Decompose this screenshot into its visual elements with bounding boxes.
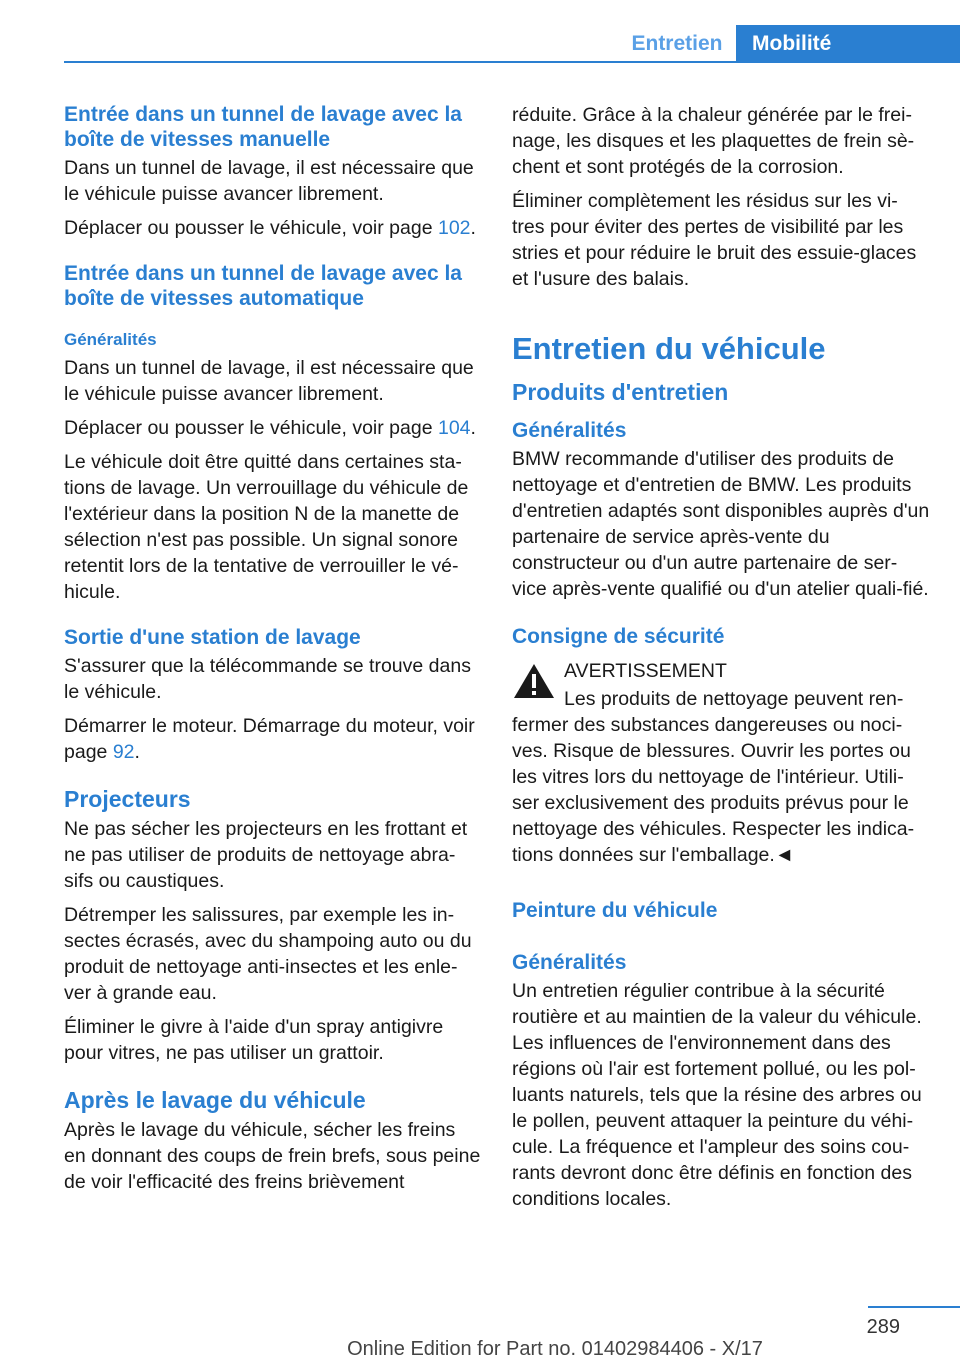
tab-mobilite[interactable]: Mobilité bbox=[736, 25, 960, 62]
paragraph: réduite. Grâce à la chaleur générée par le frei-nage, les disques et les plaquettes de frein sè-chent et sont protégés de la corrosion. bbox=[512, 104, 915, 178]
warning-text: fermer des substances dangereuses ou noci-ves. Risque de blessures. Ouvrir les portes ou les vitres lors du nettoyage de l'intérieur. Utili-ser exclusivement des produits prévus pour le nettoyage des véhicules. Respecter les indica-tions données sur l'emballage.◄ bbox=[512, 714, 915, 866]
right-column bbox=[512, 102, 930, 1220]
paragraph: Après le lavage du véhicule, sécher les freins en donnant des coups de frein brefs, sous peine de voir l'efficacité des freins brièvement bbox=[64, 1119, 481, 1193]
heading-projecteurs: Projecteurs bbox=[64, 786, 191, 812]
page-link-104[interactable]: 104 bbox=[437, 417, 471, 439]
heading-vehicle-paint: Peinture du véhicule bbox=[512, 899, 718, 922]
heading-manual-gearbox-wash: Entrée dans un tunnel de lavage avec la boîte de vitesses manuelle bbox=[64, 103, 462, 151]
paragraph: Un entretien régulier contribue à la sécurité routière et au maintien de la valeur du véhicule. Les influences de l'environnement dans des régions où l'air est fortement pollué, ou les pol-luants naturels, tels que la résine des arbres ou le pollen, peuvent attaquer la peinture du véhi-cule. La fréquence et l'ampleur des soins cou-rants devront donc être définis en fonction des conditions locales. bbox=[512, 980, 922, 1210]
paragraph: Ne pas sécher les projecteurs en les frottant et ne pas utiliser de produits de nettoyage abra-sifs ou caustiques. bbox=[64, 818, 468, 892]
footer-rule bbox=[868, 1306, 960, 1308]
paragraph: Éliminer complètement les résidus sur les vi-tres pour éviter des pertes de visibilité par les stries et pour réduire le bruit des essuie-glaces et l'usure des balais. bbox=[512, 190, 917, 290]
heading-after-wash: Après le lavage du véhicule bbox=[64, 1087, 366, 1113]
paragraph: Dans un tunnel de lavage, il est nécessaire que le véhicule puisse avancer librement. bbox=[64, 157, 474, 205]
page-number: 289 bbox=[866, 1316, 900, 1338]
paragraph: Dans un tunnel de lavage, il est nécessaire que le véhicule puisse avancer librement. bbox=[64, 357, 474, 405]
heading-exit-wash-station: Sortie d'une station de lavage bbox=[64, 626, 361, 649]
heading-automatic-gearbox-wash: Entrée dans un tunnel de lavage avec la boîte de vitesses automatique bbox=[64, 262, 462, 310]
warning-triangle-icon bbox=[512, 662, 556, 700]
paragraph: Détremper les salissures, par exemple les in-sectes écrasés, avec du shampoing auto ou du produit de nettoyage anti-insectes et les enle-ver à grande eau. bbox=[64, 904, 472, 1004]
tab-entretien[interactable]: Entretien bbox=[631, 32, 723, 55]
warning-title: AVERTISSEMENT bbox=[564, 660, 727, 682]
page-link-92[interactable]: 92 bbox=[112, 741, 135, 763]
heading-safety-notice: Consigne de sécurité bbox=[512, 625, 725, 648]
subheading-generalites: Généralités bbox=[64, 330, 157, 349]
subheading-generalites: Généralités bbox=[512, 951, 627, 974]
heading-care-products: Produits d'entretien bbox=[512, 379, 729, 405]
paragraph: BMW recommande d'utiliser des produits de nettoyage et d'entretien de BMW. Les produits d'entretien adaptés sont disponibles auprès d'un partenaire de service après-vente du constructeur ou d'un autre partenaire de ser-vice après-vente qualifié ou d'un atelier quali-fié. bbox=[512, 448, 930, 600]
heading-vehicle-care: Entretien du véhicule bbox=[512, 331, 826, 366]
left-column bbox=[64, 102, 482, 1203]
footer-edition: Online Edition for Part no. 01402984406 - X/17 bbox=[347, 1338, 763, 1360]
paragraph-with-link: Déplacer ou pousser le véhicule, voir page 104. bbox=[64, 417, 476, 439]
paragraph-with-link: Démarrer le moteur. Démarrage du moteur, voir page 92. bbox=[64, 715, 475, 763]
page-link-102[interactable]: 102 bbox=[437, 217, 471, 239]
paragraph: S'assurer que la télécommande se trouve dans le véhicule. bbox=[64, 655, 471, 703]
paragraph: Éliminer le givre à l'aide d'un spray antigivre pour vitres, ne pas utiliser un grattoir. bbox=[64, 1016, 444, 1064]
paragraph-with-link: Déplacer ou pousser le véhicule, voir page 102. bbox=[64, 217, 476, 239]
warning-block bbox=[512, 658, 930, 868]
subheading-generalites: Généralités bbox=[512, 419, 627, 442]
paragraph: Le véhicule doit être quitté dans certaines sta-tions de lavage. Un verrouillage du véhicule de l'extérieur dans la position N de la manette de sélection n'est pas possible. Un signal sonore retentit lors de la tentative de verrouiller le vé-hicule. bbox=[64, 451, 469, 603]
warning-text-first-line: Les produits de nettoyage peuvent ren- bbox=[564, 688, 904, 710]
